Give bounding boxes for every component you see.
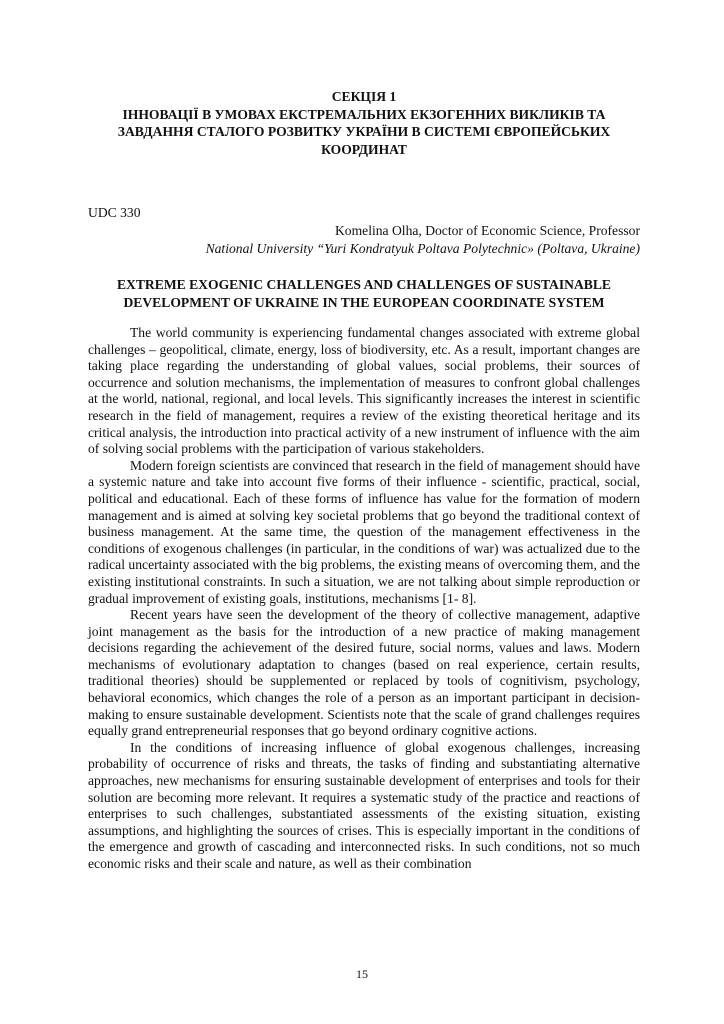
section-label: СЕКЦІЯ 1	[331, 89, 397, 104]
author-block	[88, 222, 640, 257]
body-paragraph: The world community is experiencing fundamental changes associated with extreme global challenges – geopolitical, climate, energy, loss of biodiversity, etc. As a result, important changes are taking place regarding the understanding of global values, social problems, their sources of occurrence and solution mechanisms, the implementation of measures to confront global challenges at the world, national, regional, and local levels. This significantly increases the interest in scientific research in the field of management, requires a review of the existing theoretical heritage and its critical analysis, the introduction into practical activity of a new instrument of influence with the aim of solving social problems with the participation of various stakeholders.	[88, 325, 640, 457]
author-name: Komelina Olha, Doctor of Economic Science, Professor	[334, 223, 640, 238]
section-heading	[88, 88, 640, 158]
section-title-line: ЗАВДАННЯ СТАЛОГО РОЗВИТКУ УКРАЇНИ В СИСТЕМІ ЄВРОПЕЙСЬКИХ	[117, 124, 611, 139]
body-paragraph: In the conditions of increasing influence of global exogenous challenges, increasing probability of occurrence of risks and threats, the tasks of finding and substantiating alternative approaches, new mechanisms for ensuring sustainable development of enterprises and tools for their solution are becoming more relevant. It requires a systematic study of the practice and reactions of enterprises to such challenges, substantiated assessments of the existing situation, existing assumptions, and highlighting the sources of crises. This is especially important in the conditions of the emergence and growth of cascading and interconnected risks. In such conditions, not so much economic risks and their scale and nature, as well as their combination	[88, 739, 640, 871]
author-affiliation: National University “Yuri Kondratyuk Poltava Polytechnic» (Poltava, Ukraine)	[205, 240, 640, 256]
article-title-line: DEVELOPMENT OF UKRAINE IN THE EUROPEAN COORDINATE SYSTEM	[123, 294, 605, 310]
article-title	[88, 276, 640, 311]
page-number: 15	[356, 967, 368, 981]
udc-code: UDC 330	[88, 205, 141, 220]
section-title-line: ІННОВАЦІЇ В УМОВАХ ЕКСТРЕМАЛЬНИХ ЕКЗОГЕННИХ ВИКЛИКІВ ТА	[122, 106, 606, 122]
section-title-line: КООРДИНАТ	[321, 141, 407, 157]
article-body	[88, 325, 640, 873]
body-paragraph: Modern foreign scientists are convinced that research in the field of management should have a systemic nature and take into account five forms of their influence - scientific, practical, social, political and educational. Each of these forms of influence has value for the formation of modern management and is aimed at solving key societal problems that go beyond the traditional context of business management. At the same time, the question of the management effectiveness in the conditions of exogenous challenges (in particular, in the conditions of war) was actualized due to the radical uncertainty associated with the big problems, the existing means of overcoming them, and the existing institutional constraints. In such a situation, we are not talking about simple reproduction or gradual improvement of existing goals, institutions, mechanisms [1- 8].	[88, 457, 640, 606]
body-paragraph: Recent years have seen the development of the theory of collective management, adaptive joint management as the basis for the introduction of a new practice of making management decisions regarding the achievement of the desired future, social norms, values and laws. Modern mechanisms of evolutionary adaptation to changes (based on real experience, certain results, traditional theories) should be supplemented or replaced by tools of cognitivism, psychology, behavioral economics, which changes the role of a person as an important participant in decision-making to ensure sustainable development. Scientists note that the scale of grand challenges requires equally grand entrepreneurial responses that go beyond ordinary cognitive actions.	[88, 607, 640, 739]
article-title-line: EXTREME EXOGENIC CHALLENGES AND CHALLENGES OF SUSTAINABLE	[116, 277, 611, 292]
